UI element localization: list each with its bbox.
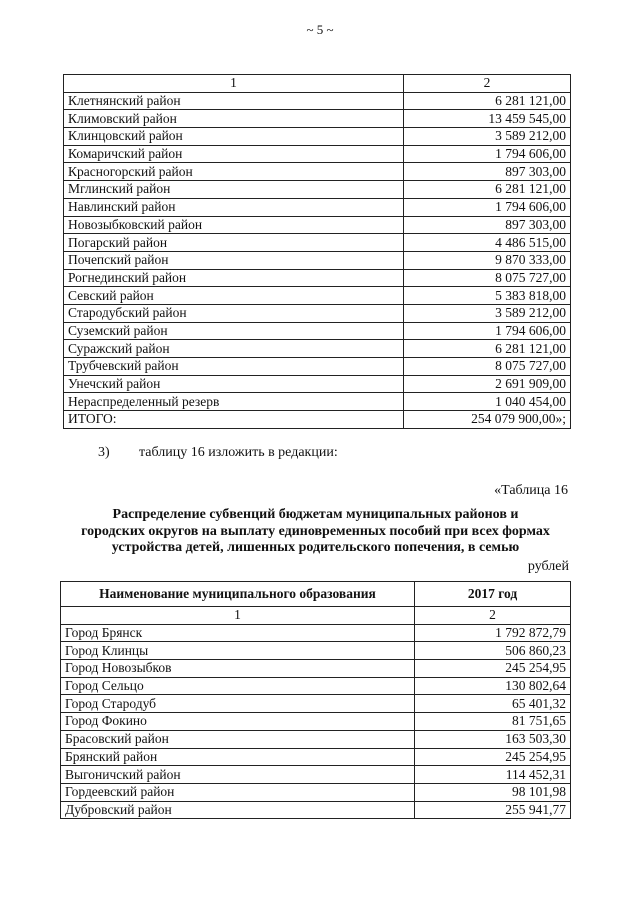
municipality-name: Стародубский район: [64, 304, 404, 322]
table-header-row: [64, 75, 571, 93]
amount-value: 1 792 872,79: [415, 624, 571, 642]
table-title-line: устройства детей, лишенных родительского попечения, в семью: [111, 540, 520, 555]
table-row: [64, 128, 571, 146]
municipality-name: Брасовский район: [61, 730, 415, 748]
units-label: рублей: [527, 559, 569, 574]
subvention-table-continued: [63, 74, 571, 429]
amount-value: 3 589 212,00: [403, 128, 570, 146]
municipality-name: Город Новозыбков: [61, 660, 415, 678]
amount-value: 8 075 727,00: [403, 358, 570, 376]
amount-value: 254 079 900,00»;: [403, 411, 570, 429]
table-row: [64, 251, 571, 269]
header-municipality: Наименование муниципального образования: [61, 582, 415, 607]
table-row: [64, 145, 571, 163]
municipality-name: Суражский район: [64, 340, 404, 358]
amount-value: 4 486 515,00: [403, 234, 570, 252]
amount-value: 163 503,30: [415, 730, 571, 748]
municipality-name: Нераспределенный резерв: [64, 393, 404, 411]
amount-value: 98 101,98: [415, 783, 571, 801]
column-numbers-row: [61, 607, 571, 625]
amount-value: 5 383 818,00: [403, 287, 570, 305]
municipality-name: Город Стародуб: [61, 695, 415, 713]
table-row: [64, 358, 571, 376]
table-row: [64, 92, 571, 110]
municipality-name: Трубчевский район: [64, 358, 404, 376]
table-row: [64, 322, 571, 340]
amount-value: 6 281 121,00: [403, 340, 570, 358]
municipality-name: Гордеевский район: [61, 783, 415, 801]
table-row: [64, 304, 571, 322]
table-row: [64, 234, 571, 252]
amount-value: 9 870 333,00: [403, 251, 570, 269]
column-number-2: 2: [403, 75, 570, 93]
municipality-name: Новозыбковский район: [64, 216, 404, 234]
municipality-name: Брянский район: [61, 748, 415, 766]
municipality-name: Комаричский район: [64, 145, 404, 163]
municipality-name: Навлинский район: [64, 198, 404, 216]
amount-value: 65 401,32: [415, 695, 571, 713]
amount-value: 1 794 606,00: [403, 322, 570, 340]
table-body: [61, 624, 571, 819]
table-row: [61, 713, 571, 731]
item-text: таблицу 16 изложить в редакции:: [139, 445, 338, 460]
municipality-name: Суземский район: [64, 322, 404, 340]
table-row: [64, 375, 571, 393]
table-title-line: городских округов на выплату единовременных пособий при всех формах: [81, 523, 550, 539]
municipality-name: Город Клинцы: [61, 642, 415, 660]
table-header-row: [61, 582, 571, 607]
amount-value: 114 452,31: [415, 766, 571, 784]
amount-value: 13 459 545,00: [403, 110, 570, 128]
amount-value: 506 860,23: [415, 642, 571, 660]
municipality-name: ИТОГО:: [64, 411, 404, 429]
municipality-name: Дубровский район: [61, 801, 415, 819]
table-row: [61, 642, 571, 660]
table-row: [61, 730, 571, 748]
table-row: [64, 198, 571, 216]
column-number-1: 1: [61, 607, 415, 625]
table-title-line: Распределение субвенций бюджетам муниципальных районов и: [112, 507, 519, 522]
municipality-name: Выгоничский район: [61, 766, 415, 784]
amount-value: 1 794 606,00: [403, 198, 570, 216]
table-row: [61, 695, 571, 713]
amount-value: 6 281 121,00: [403, 181, 570, 199]
amount-value: 81 751,65: [415, 713, 571, 731]
table-title: [60, 507, 571, 557]
municipality-name: Клинцовский район: [64, 128, 404, 146]
municipality-name: Погарский район: [64, 234, 404, 252]
municipality-name: Рогнединский район: [64, 269, 404, 287]
table-row: [61, 624, 571, 642]
table-row: [64, 181, 571, 199]
column-number-2: 2: [415, 607, 571, 625]
amount-value: 897 303,00: [403, 216, 570, 234]
table-row: [64, 287, 571, 305]
table-row: [64, 269, 571, 287]
amount-value: 2 691 909,00: [403, 375, 570, 393]
municipality-name: Климовский район: [64, 110, 404, 128]
amendment-item: [98, 445, 338, 461]
page-number: ~ 5 ~: [306, 22, 334, 37]
amount-value: 1 040 454,00: [403, 393, 570, 411]
municipality-name: Клетнянский район: [64, 92, 404, 110]
table-body: [64, 92, 571, 428]
table-row: [64, 163, 571, 181]
amount-value: 897 303,00: [403, 163, 570, 181]
municipality-name: Город Сельцо: [61, 677, 415, 695]
table-row: [61, 748, 571, 766]
table-16: [60, 581, 571, 819]
municipality-name: Унечский район: [64, 375, 404, 393]
table-row: [64, 340, 571, 358]
table-row: [61, 766, 571, 784]
table-row: [61, 660, 571, 678]
amount-value: 130 802,64: [415, 677, 571, 695]
municipality-name: Город Брянск: [61, 624, 415, 642]
amount-value: 6 281 121,00: [403, 92, 570, 110]
table-label: «Таблица 16: [494, 483, 568, 498]
amount-value: 245 254,95: [415, 748, 571, 766]
item-number: 3): [98, 445, 110, 460]
table-row: [61, 801, 571, 819]
municipality-name: Красногорский район: [64, 163, 404, 181]
table-row: [64, 411, 571, 429]
amount-value: 245 254,95: [415, 660, 571, 678]
table-row: [64, 393, 571, 411]
table-row: [61, 783, 571, 801]
table-row: [64, 110, 571, 128]
amount-value: 3 589 212,00: [403, 304, 570, 322]
municipality-name: Мглинский район: [64, 181, 404, 199]
column-number-1: 1: [64, 75, 404, 93]
amount-value: 255 941,77: [415, 801, 571, 819]
amount-value: 8 075 727,00: [403, 269, 570, 287]
amount-value: 1 794 606,00: [403, 145, 570, 163]
municipality-name: Город Фокино: [61, 713, 415, 731]
header-year: 2017 год: [415, 582, 571, 607]
municipality-name: Почепский район: [64, 251, 404, 269]
table-row: [61, 677, 571, 695]
municipality-name: Севский район: [64, 287, 404, 305]
table-row: [64, 216, 571, 234]
